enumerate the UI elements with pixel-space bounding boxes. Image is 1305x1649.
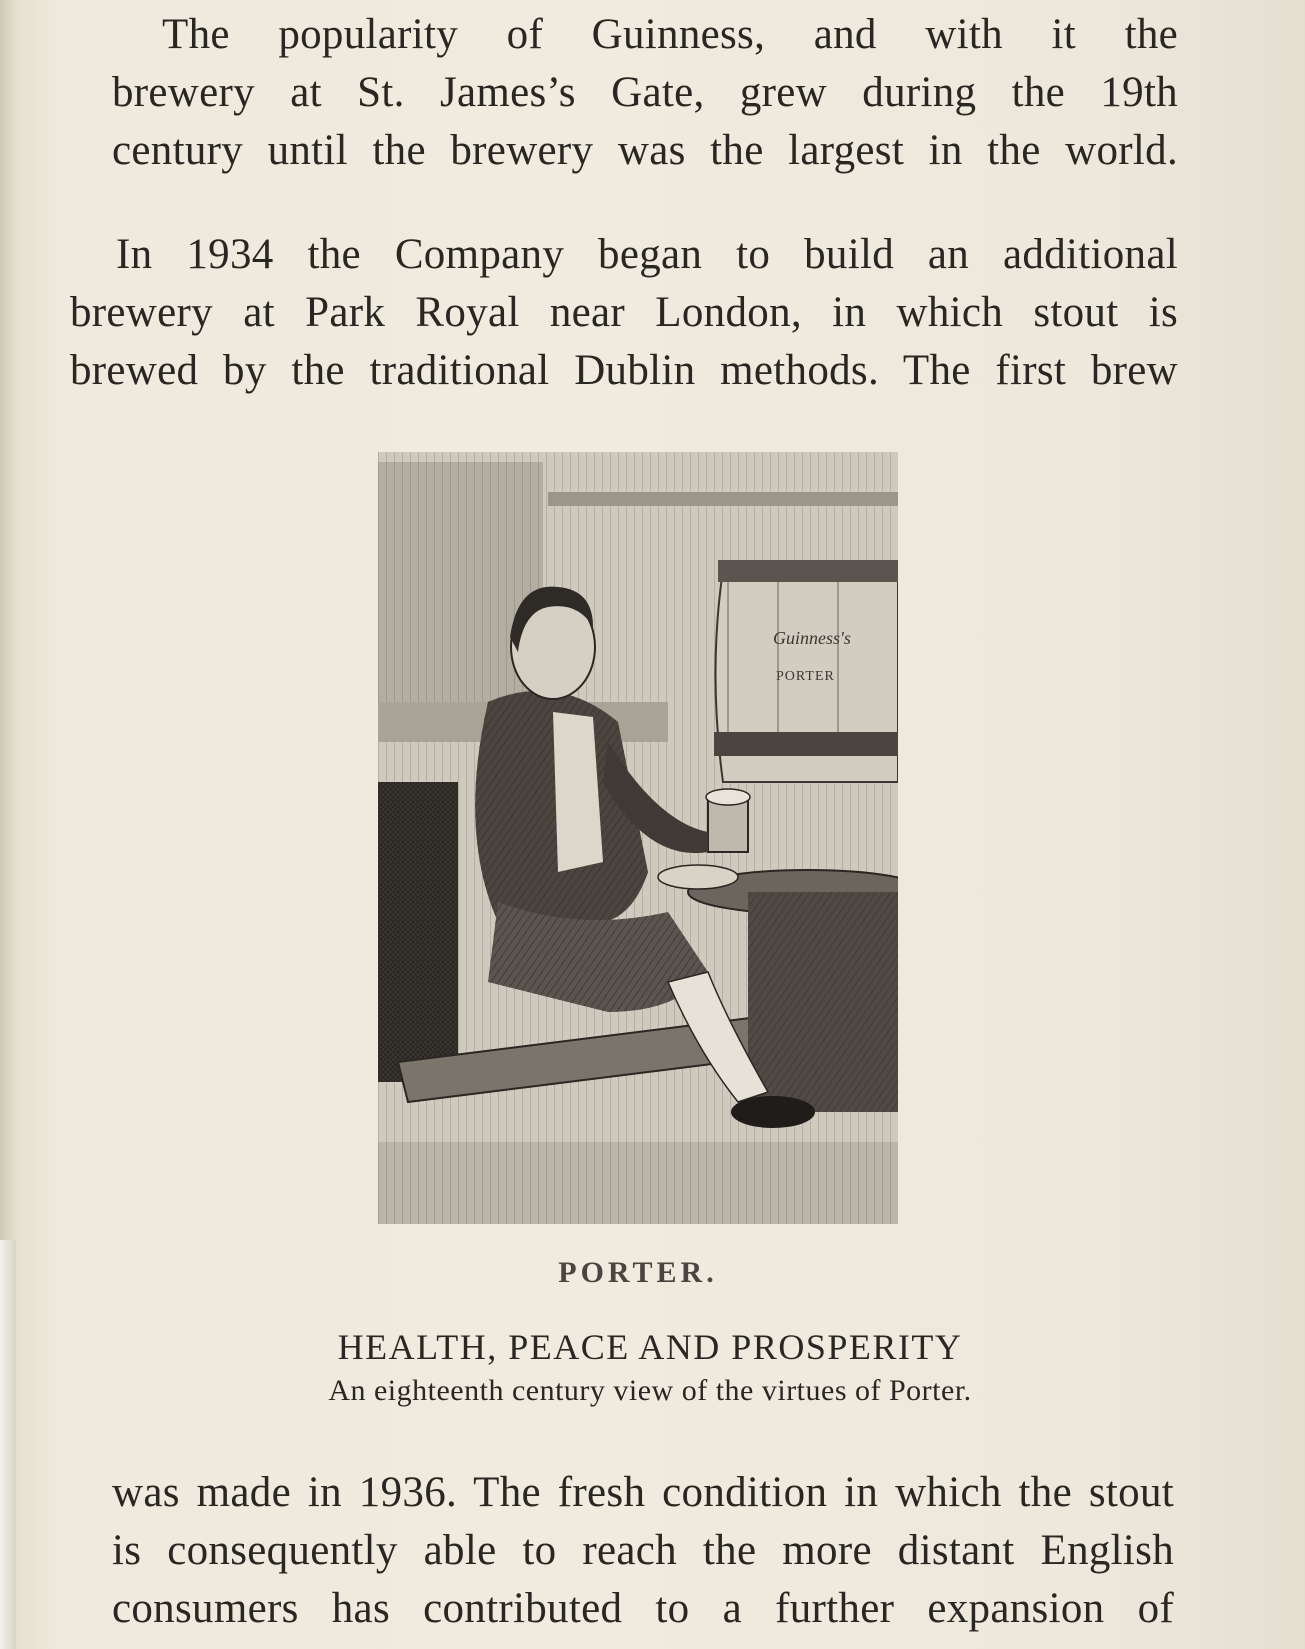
text-line: is consequently able to reach the more distant English (112, 1527, 1174, 1574)
text-line: The popularity of Guinness, and with it the (162, 11, 1178, 58)
barrel-text-porter: PORTER (776, 669, 835, 684)
paragraph-guinness-popularity (112, 6, 1178, 180)
barrel-text-guinness: Guinness's (773, 628, 851, 648)
text-line: was made in 1936. The fresh condition in which the stout (112, 1469, 1174, 1516)
figure-caption-title: HEALTH, PEACE AND PROSPERITY (337, 1327, 963, 1367)
plate-caption: PORTER. (558, 1256, 718, 1289)
figure-caption-subtitle: An eighteenth century view of the virtues of Porter. (328, 1374, 972, 1407)
text-line: century until the brewery was the largest in the world. (112, 127, 1178, 174)
text-line: brewed by the traditional Dublin methods. The first brew (70, 347, 1178, 394)
text-line: brewery at St. James’s Gate, grew during the 19th (112, 69, 1178, 116)
text-line: brewery at Park Royal near London, in which stout is (70, 289, 1178, 336)
text-line: consumers has contributed to a further expansion of (112, 1585, 1174, 1632)
paragraph-park-royal (70, 226, 1178, 400)
porter-engraving-illustration (378, 452, 898, 1224)
text-line: In 1934 the Company began to build an additional (116, 231, 1178, 278)
adjacent-page-edge (0, 1240, 16, 1649)
paragraph-first-brew (112, 1464, 1174, 1638)
